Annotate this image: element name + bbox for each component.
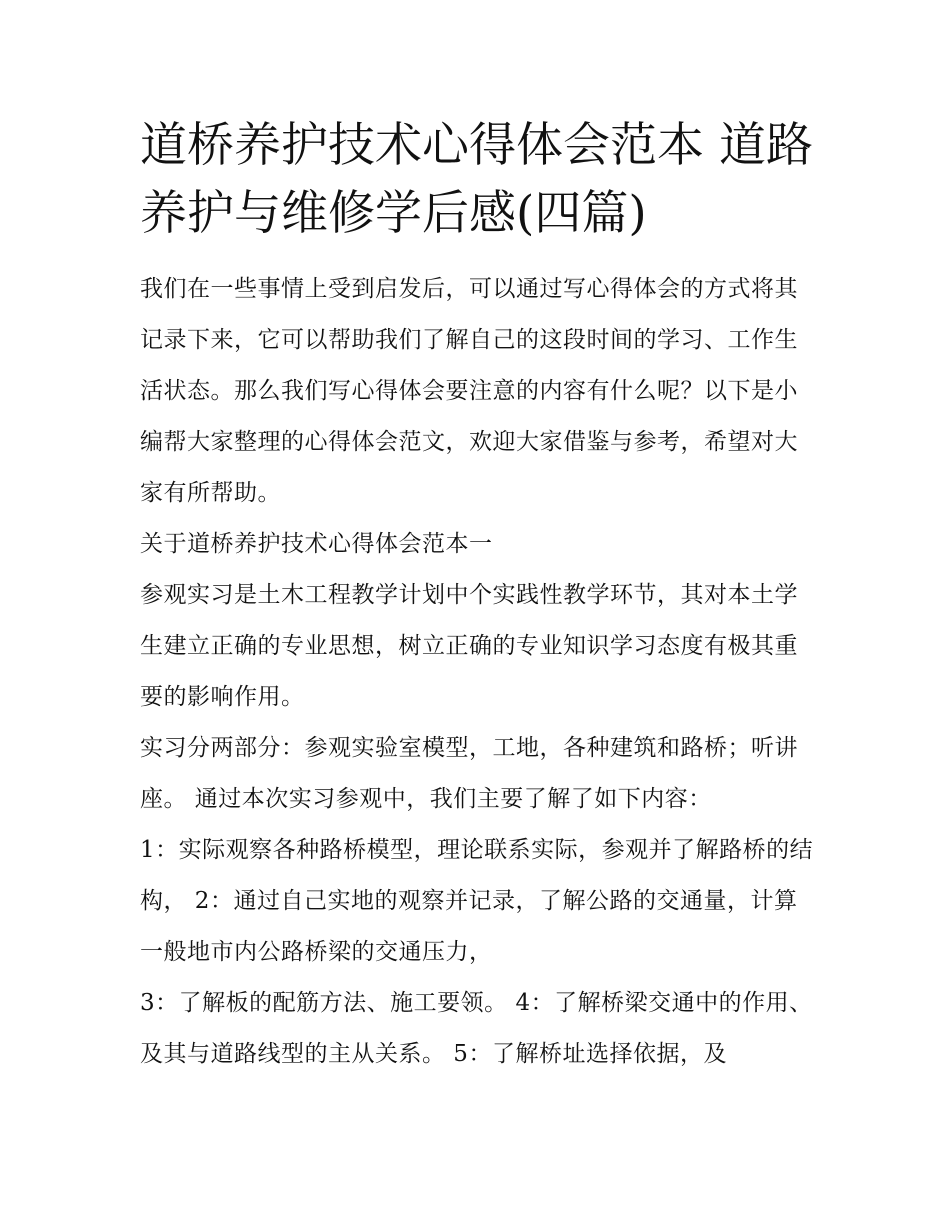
document-body (140, 112, 815, 1080)
list-paragraph: 3：了解板的配筋方法、施工要领。 4：了解桥梁交通中的作用、及其与道路线型的主从关系。 5：了解桥址选择依据，及 (140, 990, 813, 1067)
body-paragraph: 实习分两部分：参观实验室模型，工地，各种建筑和路桥；听讲座。 通过本次实习参观中，我们主要了解了如下内容： (140, 735, 798, 812)
section-heading: 关于道桥养护技术心得体会范本一 (140, 531, 493, 557)
intro-paragraph: 我们在一些事情上受到启发后，可以通过写心得体会的方式将其记录下来，它可以帮助我们了解自己的这段时间的学习、工作生活状态。那么我们写心得体会要注意的内容有什么呢？以下是小编帮大家整理的心得体会范文，欢迎大家借鉴与参考，希望对大家有所帮助。 (140, 276, 798, 506)
body-paragraph: 参观实习是土木工程教学计划中个实践性教学环节，其对本土学生建立正确的专业思想，树立正确的专业知识学习态度有极其重要的影响作用。 (140, 582, 798, 710)
list-paragraph: 1：实际观察各种路桥模型，理论联系实际，参观并了解路桥的结构， 2：通过自己实地的观察并记录，了解公路的交通量，计算一般地市内公路桥梁的交通压力， (140, 837, 814, 965)
document-title: 道桥养护技术心得体会范本 道路养护与维修学后感(四篇) (140, 118, 813, 241)
